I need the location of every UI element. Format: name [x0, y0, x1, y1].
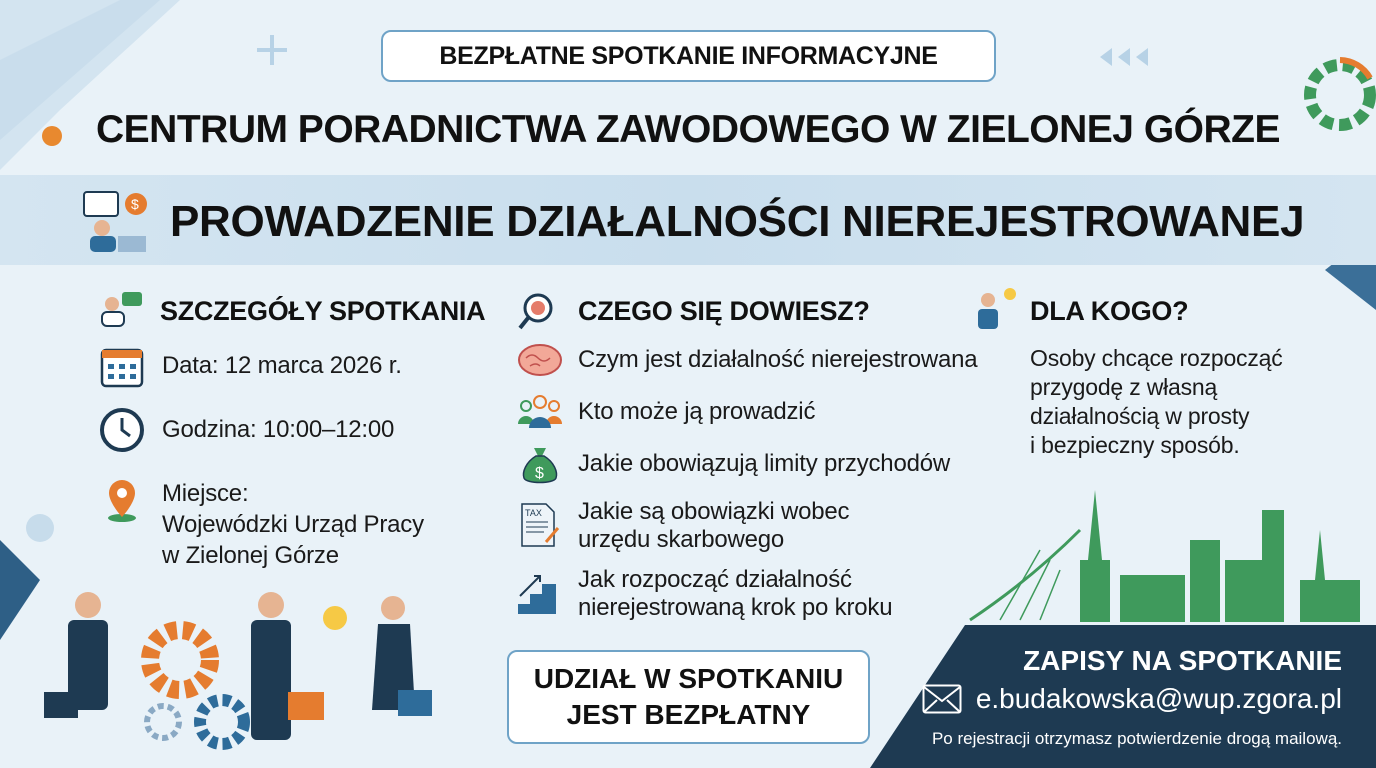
magnifier-brain-icon	[516, 288, 564, 336]
free-line: UDZIAŁ W SPOTKANIU	[533, 663, 844, 694]
envelope-icon	[922, 684, 962, 714]
learn-item	[578, 498, 849, 554]
learn-item-line: urzędu skarbowego	[578, 526, 785, 553]
who-heading: DLA KOGO?	[1030, 296, 1189, 326]
page-title: CENTRUM PORADNICTWA ZAWODOWEGO W ZIELONEJ GÓRZE	[95, 108, 1280, 151]
free-line: JEST BEZPŁATNY	[566, 699, 811, 730]
page-subtitle: PROWADZENIE DZIAŁALNOŚCI NIEREJESTROWANEJ	[170, 197, 1305, 246]
signup-email-link[interactable]: e.budakowska@wup.zgora.pl	[975, 683, 1342, 714]
meeting-time: Godzina: 10:00–12:00	[162, 416, 395, 443]
city-skyline	[970, 490, 1360, 622]
free-meeting-badge: BEZPŁATNE SPOTKANIE INFORMACYJNE	[381, 30, 996, 82]
meeting-place	[162, 478, 424, 571]
learn-item-line: Jak rozpocząć działalność	[578, 566, 852, 593]
place-label: Miejsce:	[162, 480, 249, 507]
svg-text:$: $	[131, 196, 139, 212]
business-people-illustration	[44, 592, 432, 744]
learn-heading: CZEGO SIĘ DOWIESZ?	[578, 296, 870, 326]
tax-document-icon	[516, 502, 564, 550]
group-people-icon	[516, 390, 564, 438]
stairs-arrow-icon	[516, 568, 564, 616]
learn-item	[578, 566, 892, 622]
who-line: działalnością w prosty	[1030, 403, 1250, 429]
meeting-date: Data: 12 marca 2026 r.	[162, 352, 402, 379]
signup-email-row[interactable]	[922, 683, 1342, 715]
person-lightbulb-icon	[972, 284, 1020, 332]
learn-item: Kto może ją prowadzić	[578, 398, 816, 425]
learn-item: Czym jest działalność nierejestrowana	[578, 346, 978, 373]
details-heading: SZCZEGÓŁY SPOTKANIA	[160, 296, 486, 326]
brain-icon	[516, 338, 564, 386]
calendar-icon	[98, 342, 146, 390]
signup-heading: ZAPISY NA SPOTKANIE	[1023, 645, 1342, 676]
clock-icon	[98, 406, 146, 454]
money-bag-icon	[516, 442, 564, 490]
location-pin-icon	[98, 476, 146, 524]
learn-item: Jakie obowiązują limity przychodów	[578, 450, 951, 477]
learn-item-line: Jakie są obowiązki wobec	[578, 498, 850, 525]
place-line: Wojewódzki Urząd Pracy	[162, 511, 424, 538]
svg-text:$: $	[535, 465, 544, 482]
learn-item-line: nierejestrowaną krok po kroku	[578, 594, 893, 621]
who-line: i bezpieczny sposób.	[1030, 432, 1240, 458]
signup-note: Po rejestracji otrzymasz potwierdzenie drogą mailową.	[931, 729, 1342, 748]
who-line: przygodę z własną	[1030, 374, 1218, 400]
free-participation-box	[507, 650, 870, 744]
place-line: w Zielonej Górze	[162, 542, 339, 569]
who-line: Osoby chcące rozpocząć	[1030, 345, 1283, 371]
consultant-laptop-icon	[82, 188, 152, 254]
meeting-chat-icon	[98, 288, 146, 336]
who-description	[1030, 344, 1283, 460]
svg-text:TAX: TAX	[525, 508, 542, 518]
